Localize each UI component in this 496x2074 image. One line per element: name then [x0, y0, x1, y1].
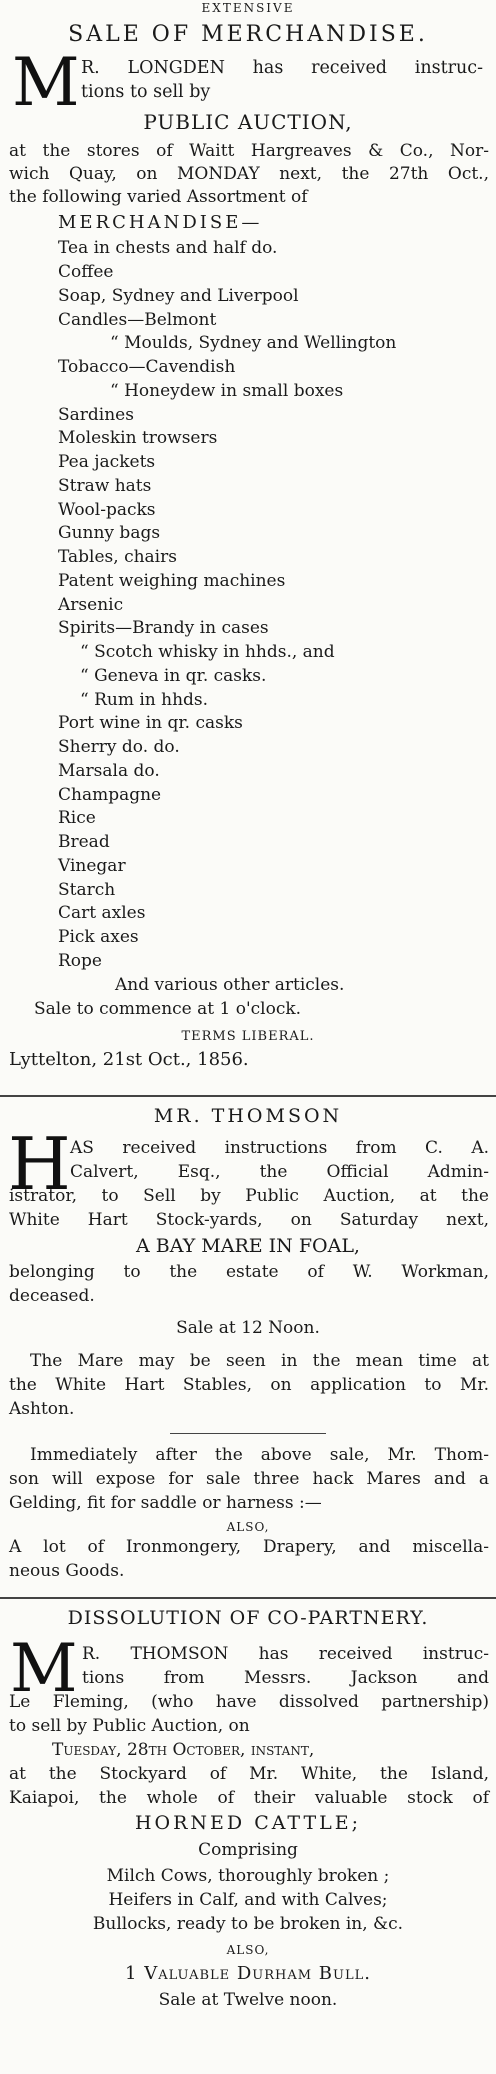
- list-item: Soap, Sydney and Liverpool: [58, 286, 299, 306]
- sale-time: Sale at Twelve noon.: [158, 1990, 338, 2010]
- section-divider: [0, 1597, 496, 1599]
- drop-cap: H: [8, 1122, 71, 1206]
- list-item: Champagne: [58, 785, 162, 805]
- drop-cap: M: [12, 44, 80, 121]
- body-line: belonging to the estate of W. Workman,: [9, 1262, 489, 1282]
- body-line: the White Hart Stables, on application to Mr.: [9, 1375, 489, 1395]
- list-item: Rice: [58, 808, 96, 828]
- body-line: Immediately after the above sale, Mr. Thom-: [30, 1445, 489, 1465]
- list-item: Sardines: [58, 405, 134, 425]
- other-articles-line: And various other articles.: [115, 975, 345, 995]
- terms-line: TERMS LIBERAL.: [181, 1029, 315, 1044]
- comprising-label: Comprising: [198, 1840, 298, 1860]
- also-label: ALSO,: [226, 1943, 270, 1957]
- list-item: Tea in chests and half do.: [58, 238, 278, 258]
- body-line: Gelding, fit for saddle or harness :—: [9, 1493, 322, 1513]
- list-item: “ Scotch whisky in hhds., and: [80, 642, 335, 662]
- body-line: R. THOMSON has received instruc-: [82, 1644, 489, 1664]
- body-line: AS received instructions from C. A.: [70, 1138, 489, 1158]
- body-line: the following varied Assortment of: [9, 187, 308, 207]
- notice-title: SALE OF MERCHANDISE.: [68, 22, 428, 47]
- list-item: Cart axles: [58, 903, 146, 923]
- body-line: istrator, to Sell by Public Auction, at the: [9, 1186, 489, 1206]
- body-line: at the stores of Waitt Hargreaves & Co., Nor-: [9, 141, 489, 161]
- list-item: Gunny bags: [58, 523, 161, 543]
- notice-title: MR. THOMSON: [153, 1105, 343, 1127]
- list-item: Moleskin trowsers: [58, 428, 218, 448]
- list-item: Pea jackets: [58, 452, 156, 472]
- list-item: “ Rum in hhds.: [80, 690, 209, 710]
- list-item: Pick axes: [58, 927, 139, 947]
- merchandise-heading: MERCHANDISE—: [58, 212, 263, 233]
- list-item: Wool-packs: [58, 500, 156, 520]
- headline: A BAY MARE IN FOAL,: [136, 1235, 360, 1257]
- body-line: neous Goods.: [9, 1561, 125, 1581]
- body-line: Ashton.: [9, 1399, 75, 1419]
- body-line: wich Quay, on MONDAY next, the 27th Oct.,: [9, 164, 489, 184]
- list-item: “ Geneva in qr. casks.: [80, 666, 267, 686]
- sale-date: Tuesday, 28th October, instant,: [52, 1740, 315, 1760]
- body-line: to sell by Public Auction, on: [9, 1716, 250, 1736]
- list-item: Port wine in qr. casks: [58, 713, 243, 733]
- list-item: Arsenic: [58, 595, 124, 615]
- list-item: Coffee: [58, 262, 114, 282]
- list-item: Spirits—Brandy in cases: [58, 618, 269, 638]
- list-item: Sherry do. do.: [58, 737, 180, 757]
- public-auction-heading: PUBLIC AUCTION,: [143, 110, 353, 134]
- dateline: Lyttelton, 21st Oct., 1856.: [9, 1049, 249, 1070]
- list-item: Vinegar: [58, 856, 126, 876]
- body-line: Calvert, Esq., the Official Admin-: [70, 1162, 489, 1182]
- body-line: A lot of Ironmongery, Drapery, and miscella-: [9, 1537, 489, 1557]
- short-divider: [170, 1433, 326, 1434]
- drop-cap: M: [10, 1630, 78, 1707]
- also-label: ALSO,: [226, 1520, 270, 1534]
- cattle-line: Heifers in Calf, and with Calves;: [108, 1890, 388, 1910]
- intro-line: R. LONGDEN has received instruc-: [81, 58, 483, 78]
- body-line: White Hart Stock-yards, on Saturday next,: [9, 1210, 489, 1230]
- body-line: The Mare may be seen in the mean time at: [30, 1351, 489, 1371]
- list-item: Tables, chairs: [58, 547, 177, 567]
- section-divider: [0, 1095, 496, 1097]
- commence-line: Sale to commence at 1 o'clock.: [34, 999, 302, 1019]
- body-line: Le Fleming, (who have dissolved partnership): [9, 1692, 489, 1712]
- body-line: deceased.: [9, 1286, 95, 1306]
- body-line: son will expose for sale three hack Mares and a: [9, 1469, 489, 1489]
- list-item: “ Honeydew in small boxes: [110, 381, 344, 401]
- cattle-line: Bullocks, ready to be broken in, &c.: [92, 1914, 404, 1934]
- list-item: Marsala do.: [58, 761, 160, 781]
- list-item: Rope: [58, 951, 102, 971]
- sale-time: Sale at 12 Noon.: [176, 1318, 320, 1338]
- list-item: Tobacco—Cavendish: [58, 357, 236, 377]
- cattle-line: Milch Cows, thoroughly broken ;: [106, 1866, 390, 1886]
- headline: HORNED CATTLE;: [134, 1812, 362, 1834]
- list-item: “ Moulds, Sydney and Wellington: [110, 333, 397, 353]
- list-item: Bread: [58, 832, 110, 852]
- body-line: Kaiapoi, the whole of their valuable stock of: [9, 1788, 489, 1808]
- list-item: Candles—Belmont: [58, 310, 217, 330]
- label-extensive: EXTENSIVE: [201, 1, 295, 15]
- body-line: at the Stockyard of Mr. White, the Island,: [9, 1764, 489, 1784]
- notice-title: DISSOLUTION OF CO-PARTNERY.: [67, 1607, 429, 1629]
- intro-line: tions to sell by: [81, 82, 211, 102]
- list-item: Starch: [58, 880, 116, 900]
- body-line: tions from Messrs. Jackson and: [82, 1668, 489, 1688]
- bull-line: 1 Valuable Durham Bull.: [125, 1963, 371, 1984]
- list-item: Straw hats: [58, 476, 152, 496]
- list-item: Patent weighing machines: [58, 571, 286, 591]
